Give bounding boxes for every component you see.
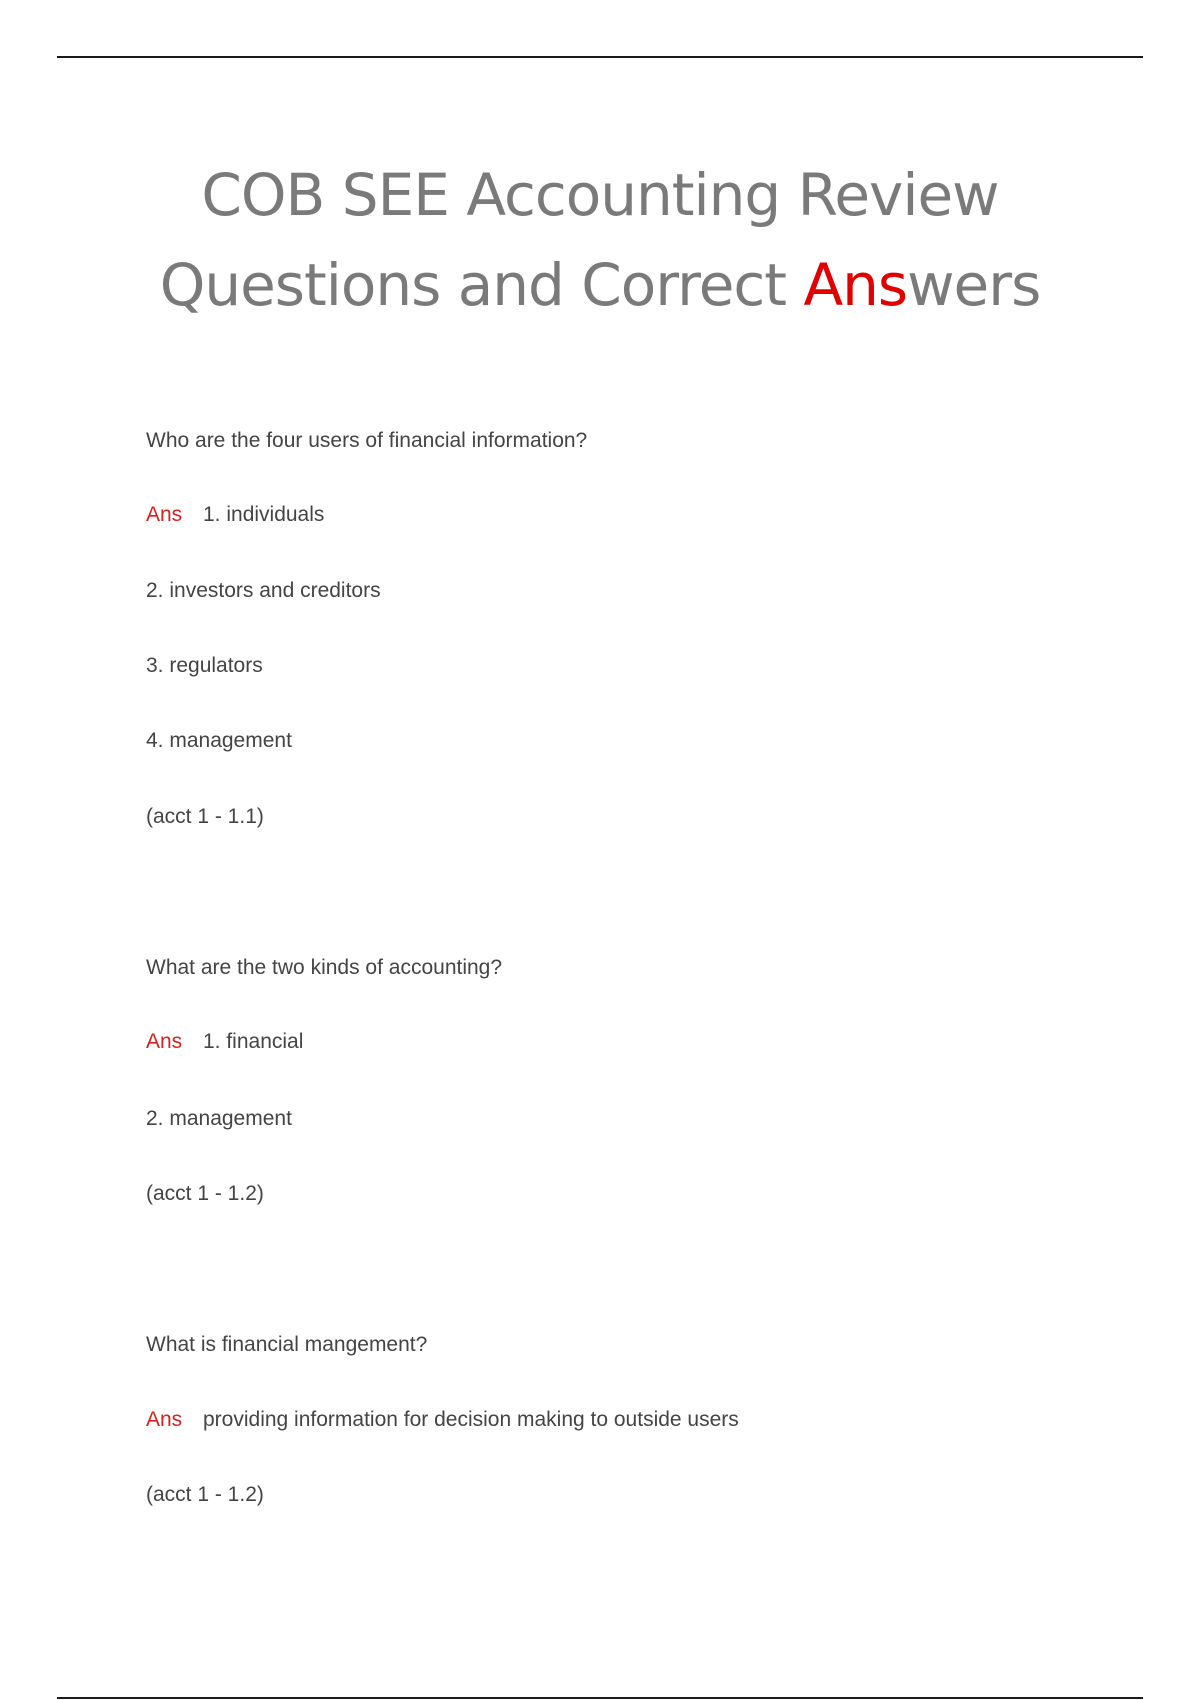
answer-3-line-1: providing information for decision making to outside users (203, 1408, 739, 1431)
title-line-2-post: wers (907, 251, 1041, 319)
answer-2-line-1: 1. financial (203, 1030, 304, 1053)
ans-label: Ans (146, 1030, 183, 1053)
answer-1-line-2: 2. investors and creditors (146, 579, 381, 602)
answer-1-line-4: 4. management (146, 729, 292, 752)
footer-rule (57, 1697, 1143, 1699)
reference-1: (acct 1 - 1.1) (146, 805, 264, 828)
reference-3: (acct 1 - 1.2) (146, 1483, 264, 1506)
title-line-2-pre: Questions and Correct (159, 251, 804, 319)
header-rule (57, 56, 1143, 58)
question-3: What is financial mangement? (146, 1333, 428, 1356)
title-line-1: COB SEE Accounting Review (201, 161, 999, 229)
question-1: Who are the four users of financial information? (146, 429, 588, 452)
answer-3 (146, 1407, 739, 1433)
answer-1-line-1: 1. individuals (203, 503, 325, 526)
answer-2 (146, 1029, 303, 1055)
document-title (0, 150, 1200, 330)
answer-1 (146, 502, 324, 528)
reference-2: (acct 1 - 1.2) (146, 1182, 264, 1205)
ans-label: Ans (146, 503, 183, 526)
question-2: What are the two kinds of accounting? (146, 956, 503, 979)
title-line-2 (0, 240, 1200, 330)
answer-2-line-2: 2. management (146, 1107, 292, 1130)
answer-1-line-3: 3. regulators (146, 654, 263, 677)
title-line-2-accent: Ans (803, 251, 908, 319)
ans-label: Ans (146, 1408, 183, 1431)
